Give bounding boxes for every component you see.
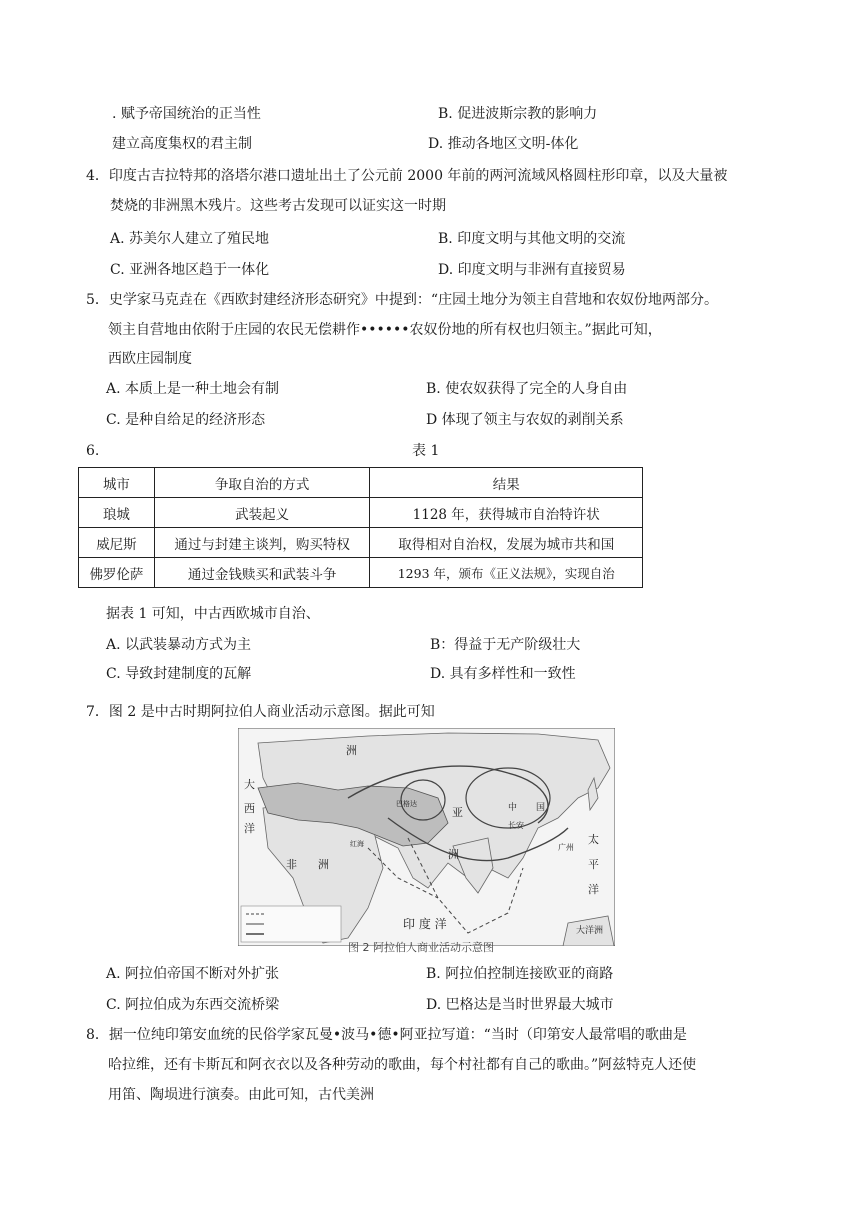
q6-option-c: C. 导致封建制度的瓦解 [106,666,252,682]
q4-option-b: B. 印度文明与其他文明的交流 [438,231,626,247]
table-cell: 通过与封建主谈判，购买特权 [154,528,370,558]
map-label: 国 [536,803,546,813]
map-label: 洲 [318,858,329,871]
table-row [79,498,643,528]
q7-option-d: D. 巴格达是当时世界最大城市 [426,997,614,1013]
q3-option-b: B. 促进波斯宗教的影响力 [438,106,598,122]
q8-stem-line2: 哈拉维，还有卡斯瓦和阿衣衣以及各种劳动的歌曲，每个村社都有自己的歌曲。”阿兹特克人还使 [108,1057,697,1073]
map-label: 中 [508,803,518,813]
map-label: 非 [286,858,297,871]
q5-option-a: A. 本质上是一种土地会有制 [106,381,280,397]
table-row [79,528,643,558]
table-cell: 威尼斯 [79,528,155,558]
map-label: 西 [244,802,255,815]
q3-option-c: 建立高度集权的君主制 [112,136,252,152]
table-header-row [79,468,643,498]
q6-stem: 据表 1 可知，中古西欧城市自治、 [106,606,320,622]
table-cell: 通过金钱赎买和武装斗争 [154,558,370,588]
q6-option-d: D. 具有多样性和一致性 [430,666,576,682]
q8-stem-line1: 8．据一位纯印第安血统的民俗学家瓦曼•波马•德•阿亚拉写道：“当时（印第安人最常唱的歌曲是 [86,1027,687,1043]
map-label: 亚 [452,806,463,819]
q5-stem-line1: 5．史学家马克垚在《西欧封建经济形态研究》中提到：“庄园土地分为领主自营地和农奴份地两部分。 [86,292,719,308]
map-label: 平 [588,858,599,871]
table-row [79,558,643,588]
q6-option-a: A. 以武装暴动方式为主 [106,637,252,653]
table-header-cell: 结果 [370,468,643,498]
map-caption: 图 2 阿拉伯人商业活动示意图 [348,941,494,954]
table-cell: 琅城 [79,498,155,528]
q6-number: 6. [86,443,100,459]
map-label: 洲 [346,744,357,757]
table-header-cell: 争取自治的方式 [154,468,370,498]
q7-option-a: A. 阿拉伯帝国不断对外扩张 [106,966,280,982]
q3-option-a: . 赋予帝国统治的正当性 [112,106,261,122]
q5-stem-line3: 西欧庄园制度 [108,351,192,367]
q7-option-c: C. 阿拉伯成为东西交流桥梁 [106,997,280,1013]
q8-stem-line3: 用笛、陶埙进行演奏。由此可知，古代美洲 [108,1087,374,1103]
map-label: 印 度 洋 [403,917,447,931]
arab-trade-map [238,728,615,946]
table-cell: 武装起义 [154,498,370,528]
q5-option-b: B. 使农奴获得了完全的人身自由 [426,381,628,397]
q4-stem-line1: 4．印度古吉拉特邦的洛塔尔港口遗址出土了公元前 2000 年前的两河流域风格圆柱形印章，以及大量被 [86,168,728,184]
q5-stem-line2: 领主自营地由依附于庄园的农民无偿耕作••••••农奴份地的所有权也归领主。”据此可知， [108,322,662,338]
q4-option-d: D. 印度文明与非洲有直接贸易 [438,262,626,278]
map-label: 太 [588,833,599,846]
q4-option-c: C. 亚洲各地区趋于一体化 [110,262,270,278]
map-label: 洋 [588,883,599,896]
q5-option-c: C. 是种自给足的经济形态 [106,412,266,428]
map-label: 红海 [350,840,364,848]
map-label: 大洋洲 [576,926,604,936]
map-label: 大 [244,778,255,791]
autonomy-table [78,467,643,588]
map-label: 广州 [558,843,574,852]
table-cell: 1128 年，获得城市自治特许状 [370,498,643,528]
table-cell: 取得相对自治权，发展为城市共和国 [370,528,643,558]
q7-stem: 7．图 2 是中古时期阿拉伯人商业活动示意图。据此可知 [86,704,435,720]
table-cell: 佛罗伦萨 [79,558,155,588]
map-label: 洲 [448,848,459,861]
table-header-cell: 城市 [79,468,155,498]
table-cell: 1293 年，颁布《正义法规》，实现自治 [370,558,643,588]
table-title: 表 1 [412,443,440,459]
q7-option-b: B. 阿拉伯控制连接欧亚的商路 [426,966,614,982]
q4-option-a: A. 苏美尔人建立了殖民地 [110,231,270,247]
q3-option-d: D. 推动各地区文明-体化 [428,136,579,152]
q4-stem-line2: 焚烧的非洲黑木残片。这些考古发现可以证实这一时期 [110,198,446,214]
map-label: 洋 [244,822,255,835]
map-label: 巴格达 [396,800,417,808]
q5-option-d: D 体现了领主与农奴的剥削关系 [426,412,624,428]
map-label: 长安 [508,821,524,830]
q6-option-b: B：得益于无产阶级壮大 [430,637,581,653]
